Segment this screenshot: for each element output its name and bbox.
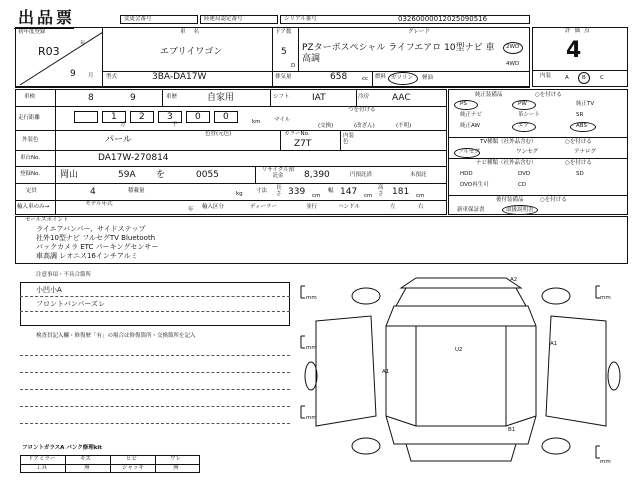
shift-value: IAT bbox=[312, 93, 326, 103]
odometer-digit: 3 bbox=[167, 112, 173, 122]
first-reg-month: 9 bbox=[70, 69, 76, 79]
grade-label: グレード bbox=[408, 29, 431, 35]
length-value: 339 bbox=[288, 187, 306, 197]
car-name: エブリイワゴン bbox=[160, 47, 223, 57]
rear-title: 後付装備品 bbox=[496, 197, 524, 203]
score-value: 4 bbox=[566, 38, 582, 63]
bt-h4: ワレ bbox=[170, 456, 182, 462]
odometer-digit-box bbox=[74, 111, 98, 123]
odometer-digit: 0 bbox=[223, 112, 229, 122]
equipment-item: PW bbox=[518, 101, 527, 107]
meter-unknown-label: (不明) bbox=[396, 123, 412, 129]
odometer-digit: 2 bbox=[139, 112, 145, 122]
width-value: 147 bbox=[340, 187, 358, 197]
form-title: 出品票 bbox=[18, 8, 76, 27]
door-count: 5 bbox=[281, 47, 287, 57]
plate-area: 岡山 bbox=[60, 170, 79, 180]
mm-5: mm bbox=[600, 459, 611, 465]
mm-3: mm bbox=[306, 415, 317, 421]
sales-line-4: 車高調 レオニス16インチアルミ bbox=[36, 252, 138, 260]
equipment-divider bbox=[448, 158, 628, 159]
length-label: 長さ bbox=[276, 185, 282, 197]
sen-unit: 千 bbox=[172, 122, 178, 128]
color-no-label: カラーNo. bbox=[284, 131, 310, 137]
width-unit: cm bbox=[364, 193, 373, 199]
tv-item: ワンセグ bbox=[516, 149, 539, 155]
km-unit: km bbox=[252, 119, 261, 125]
meeting-no-alt-label: 陸運局認定番号 bbox=[204, 16, 243, 22]
score-label: 評価点 bbox=[565, 28, 594, 34]
mm-2: mm bbox=[306, 345, 317, 351]
note-line-2: フロントバンパーズレ bbox=[36, 300, 106, 308]
use-value: 自家用 bbox=[207, 93, 235, 103]
notes-title: 注意事項・不具合箇所 bbox=[36, 272, 92, 278]
navi-item: DVD再生可 bbox=[460, 182, 489, 188]
rear-item-warranty: 新車保証書 bbox=[457, 207, 485, 213]
cc-unit: cc bbox=[362, 76, 369, 82]
capacity-value: 4 bbox=[90, 187, 96, 197]
meeting-no-label: 変更会番号 bbox=[124, 16, 152, 22]
serial-number: 03260000012025090516 bbox=[398, 15, 488, 23]
size-label: 寸法 bbox=[256, 188, 268, 194]
reg-label: 登録No. bbox=[20, 171, 41, 177]
sales-line-1: ライエアバンパー、サイドステップ bbox=[36, 225, 146, 233]
use-label: 車歴 bbox=[166, 94, 178, 100]
grade-value: PZターボスペシャル ライフエアロ 10型ナビ 車高調 bbox=[302, 43, 495, 64]
navi-note: ○を付ける bbox=[565, 160, 592, 166]
mm-4: mm bbox=[600, 295, 611, 301]
equipment-divider bbox=[448, 137, 628, 138]
length-unit: cm bbox=[312, 193, 321, 199]
navi-item: DVD bbox=[518, 171, 531, 177]
width-label: 幅 bbox=[328, 188, 334, 194]
dealer-label: ディーラー bbox=[250, 204, 278, 210]
cc-label: 排気量 bbox=[275, 74, 292, 80]
inspector-title: 検査員記入欄・修復歴「有」の場合は修復箇所・交換箇所を記入 bbox=[36, 333, 196, 339]
meter-change-label: (改ざん) bbox=[354, 123, 375, 129]
color-change-label: 色替(元色) bbox=[205, 131, 232, 137]
model-label: 型式 bbox=[106, 74, 118, 80]
recycle-unit: 円預託済 bbox=[350, 172, 373, 178]
cc-value: 658 bbox=[330, 72, 348, 82]
recycle-value: 8,390 bbox=[304, 170, 330, 180]
interior-c: C bbox=[600, 75, 604, 81]
import-label: 輸入車のみ→ bbox=[17, 204, 50, 210]
bt-h3: ヒビ bbox=[126, 456, 138, 462]
int-color-label: 内装色 bbox=[343, 133, 355, 145]
equipment-item: PS bbox=[460, 101, 467, 107]
fuel-label: 燃料 bbox=[375, 74, 387, 80]
handle-right: 右 bbox=[418, 204, 424, 210]
navi-item: CD bbox=[518, 182, 527, 188]
car-diagram bbox=[296, 266, 630, 476]
tsukeru-label: つを付ける bbox=[348, 107, 376, 113]
tv-title: TV種類（社外品含む） bbox=[480, 139, 537, 145]
equipment-title: 純正装備品 bbox=[475, 92, 503, 98]
inspection-year: 8 bbox=[88, 93, 94, 103]
color-label: 外装色 bbox=[22, 137, 39, 143]
bt-r4: 無 bbox=[173, 465, 179, 471]
sales-line-3: バックカメラ ETC パーキングセンサー bbox=[36, 243, 159, 251]
diagram-label-u2: U2 bbox=[455, 347, 463, 353]
fuel-other: 軽油 bbox=[422, 75, 434, 81]
interior-b: B bbox=[582, 75, 586, 81]
model-year-label: モデル年式 bbox=[85, 201, 113, 207]
tv-item: フルセグ bbox=[458, 149, 480, 155]
bt-h1: ドアミラー bbox=[28, 456, 56, 462]
swap-label: (交換) bbox=[318, 123, 334, 129]
equipment-divider bbox=[448, 195, 628, 196]
capacity-label: 定員 bbox=[26, 188, 38, 194]
bt-r2: 無 bbox=[84, 465, 90, 471]
plate-number: 0055 bbox=[196, 170, 219, 180]
model-year-unit: 年 bbox=[188, 207, 194, 213]
recycle-label: リサイクル預託金 bbox=[261, 167, 295, 179]
ac-value: AAC bbox=[392, 93, 411, 103]
equipment-item: ABS bbox=[576, 123, 587, 129]
first-reg-label: 初年度登録 bbox=[18, 29, 46, 35]
equipment-item: 純正TV bbox=[576, 101, 595, 107]
man-unit: 万 bbox=[120, 122, 126, 128]
tv-item: アナログ bbox=[574, 149, 597, 155]
import-class-label: 輸入区分 bbox=[202, 204, 225, 210]
color-no-value: Z7T bbox=[294, 139, 312, 149]
equipment-item: 革シート bbox=[518, 112, 541, 118]
navi-title: ナビ種類（社外品含む） bbox=[476, 160, 537, 166]
ac-label: 冷房 bbox=[358, 94, 370, 100]
diagram-label-b1: B1 bbox=[508, 427, 516, 433]
equipment-item: 純正ナビ bbox=[460, 112, 483, 118]
plate-class: 59A bbox=[118, 170, 136, 180]
parallel-label: 並行 bbox=[306, 204, 318, 210]
interior-a: A bbox=[565, 75, 569, 81]
drive-2wd: 2WD bbox=[506, 44, 520, 50]
drive-4wd: 4WD bbox=[506, 61, 520, 67]
windshield-note: フロントガラスA バンク修理kit bbox=[22, 445, 102, 451]
first-reg-year: R03 bbox=[38, 45, 60, 58]
height-label: 高さ bbox=[378, 185, 384, 197]
month-unit: 月 bbox=[88, 73, 94, 79]
interior-label: 内装 bbox=[540, 73, 552, 79]
color-value: パール bbox=[105, 135, 132, 145]
inspection-month: 9 bbox=[130, 93, 136, 103]
odometer-digit: 0 bbox=[195, 112, 201, 122]
handle-label: ハンドル bbox=[338, 204, 361, 210]
miles-label: マイル bbox=[274, 117, 291, 123]
handle-left: 左 bbox=[390, 204, 396, 210]
sales-label: セールスポイント bbox=[25, 217, 69, 223]
sales-line-2: 社外10型ナビ フルセグTV Bluetooth bbox=[36, 234, 156, 242]
mm-1: mm bbox=[306, 295, 317, 301]
odometer-digit: 1 bbox=[111, 112, 117, 122]
mileage-label: 走行距離 bbox=[18, 115, 41, 121]
chassis-label: 車台No. bbox=[20, 155, 41, 161]
chassis-value: DA17W-270814 bbox=[98, 153, 169, 163]
serial-label: シリアル番号 bbox=[284, 16, 317, 22]
height-value: 181 bbox=[392, 187, 410, 197]
bt-r1: 工具 bbox=[36, 465, 48, 471]
door-suffix: D bbox=[291, 63, 296, 69]
diagram-label-a2: A2 bbox=[510, 277, 518, 283]
navi-item: SD bbox=[576, 171, 584, 177]
rear-note: ○を付ける bbox=[540, 197, 567, 203]
car-name-label: 車名 bbox=[180, 29, 208, 35]
equipment-item: エア bbox=[518, 123, 530, 129]
load-unit: kg bbox=[236, 191, 243, 197]
shift-label: シフト bbox=[273, 94, 290, 100]
rear-item-manual: 取扱説明書 bbox=[506, 207, 534, 213]
bt-r3: ジャッキ bbox=[122, 465, 144, 471]
door-label: ドア数 bbox=[275, 29, 292, 35]
first-reg-diagonal bbox=[15, 27, 103, 87]
load-label: 積載量 bbox=[128, 188, 145, 194]
note-line-1: 小凹小A bbox=[36, 286, 62, 294]
tv-note: ○を付ける bbox=[565, 139, 592, 145]
bt-h2: キズ bbox=[80, 456, 91, 462]
fuel-gas: ガソリン bbox=[391, 75, 414, 81]
equipment-item: SR bbox=[576, 112, 584, 118]
diagram-label-a1-right: A1 bbox=[550, 341, 558, 347]
inspection-label: 車検 bbox=[24, 94, 36, 100]
year-unit: 年 bbox=[80, 41, 86, 47]
model-value: 3BA-DA17W bbox=[152, 72, 207, 82]
equipment-item: 純正AW bbox=[460, 123, 480, 129]
navi-item: HDD bbox=[460, 171, 473, 177]
plate-kana: を bbox=[156, 170, 166, 180]
diagram-label-a1-left: A1 bbox=[382, 369, 390, 375]
recycle-na: 未預託 bbox=[410, 172, 427, 178]
equipment-note: ○を付ける bbox=[535, 92, 562, 98]
height-unit: cm bbox=[416, 193, 425, 199]
